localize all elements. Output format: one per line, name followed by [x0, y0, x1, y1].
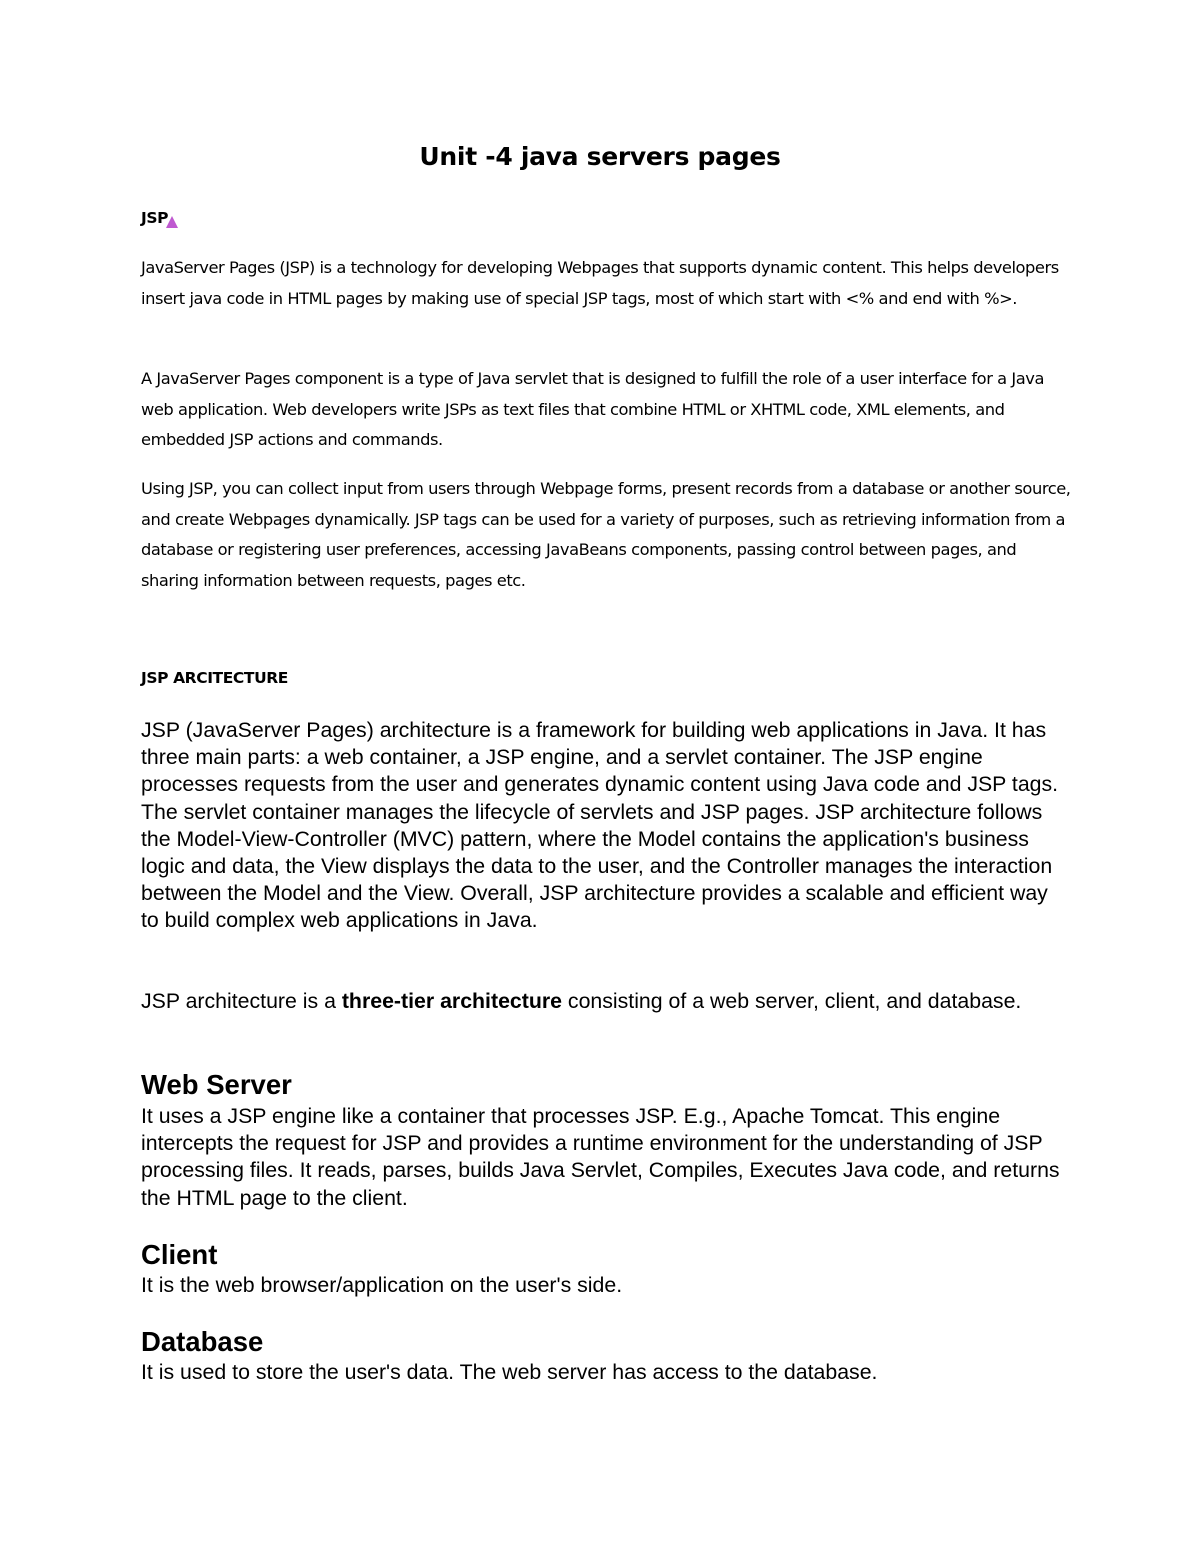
three-tier-after: consisting of a web server, client, and database. [562, 989, 1022, 1013]
section-heading-client: Client [141, 1239, 218, 1270]
comment-marker-icon [165, 215, 179, 229]
web-server-paragraph: It uses a JSP engine like a container that processes JSP. E.g., Apache Tomcat. This engine intercepts the request for JSP and provides a runtime environment for the understanding of JSP processing files. It reads, parses, builds Java Servlet, Compiles, Executes Java code, and returns the HTML page to the client. [141, 1104, 1060, 1210]
three-tier-paragraph [141, 988, 1066, 1015]
three-tier-before: JSP architecture is a [141, 989, 342, 1013]
jsp-paragraph-3: Using JSP, you can collect input from users through Webpage forms, present records from a database or another source, and create Webpages dynamically. JSP tags can be used for a variety of purposes, such as retrieving information from a database or registering user preferences, accessing JavaBeans components, passing control between pages, and sharing information between requests, pages etc. [141, 479, 1071, 590]
three-tier-bold: three-tier architecture [341, 989, 562, 1013]
section-heading-database: Database [141, 1326, 264, 1357]
jsp-paragraph-2: A JavaServer Pages component is a type of Java servlet that is designed to fulfill the role of a user interface for a Java web application. Web developers write JSPs as text files that combine HTML or XHTML code, XML elements, and embedded JSP actions and commands. [141, 369, 1045, 449]
database-paragraph: It is used to store the user's data. The web server has access to the database. [141, 1360, 878, 1384]
section-heading-architecture: JSP ARCITECTURE [141, 669, 288, 687]
page-title: Unit -4 java servers pages [419, 142, 781, 171]
architecture-paragraph: JSP (JavaServer Pages) architecture is a framework for building web applications in Java. It has three main parts: a web container, a JSP engine, and a servlet container. The JSP engine processes requests from the user and generates dynamic content using Java code and JSP tags. The servlet container manages the lifecycle of servlets and JSP pages. JSP architecture follows the Model-View-Controller (MVC) pattern, where the Model contains the application's business logic and data, the View displays the data to the user, and the Controller manages the interaction between the Model and the View. Overall, JSP architecture provides a scalable and efficient way to build complex web applications in Java. [141, 718, 1059, 933]
section-heading-jsp-label: JSP [141, 209, 169, 227]
client-paragraph: It is the web browser/application on the user's side. [141, 1273, 623, 1297]
jsp-paragraph-1: JavaServer Pages (JSP) is a technology for developing Webpages that supports dynamic content. This helps developers insert java code in HTML pages by making use of special JSP tags, most of which start with <% and end with %>. [141, 258, 1059, 308]
section-heading-jsp [141, 209, 179, 229]
section-heading-web-server: Web Server [141, 1069, 292, 1100]
